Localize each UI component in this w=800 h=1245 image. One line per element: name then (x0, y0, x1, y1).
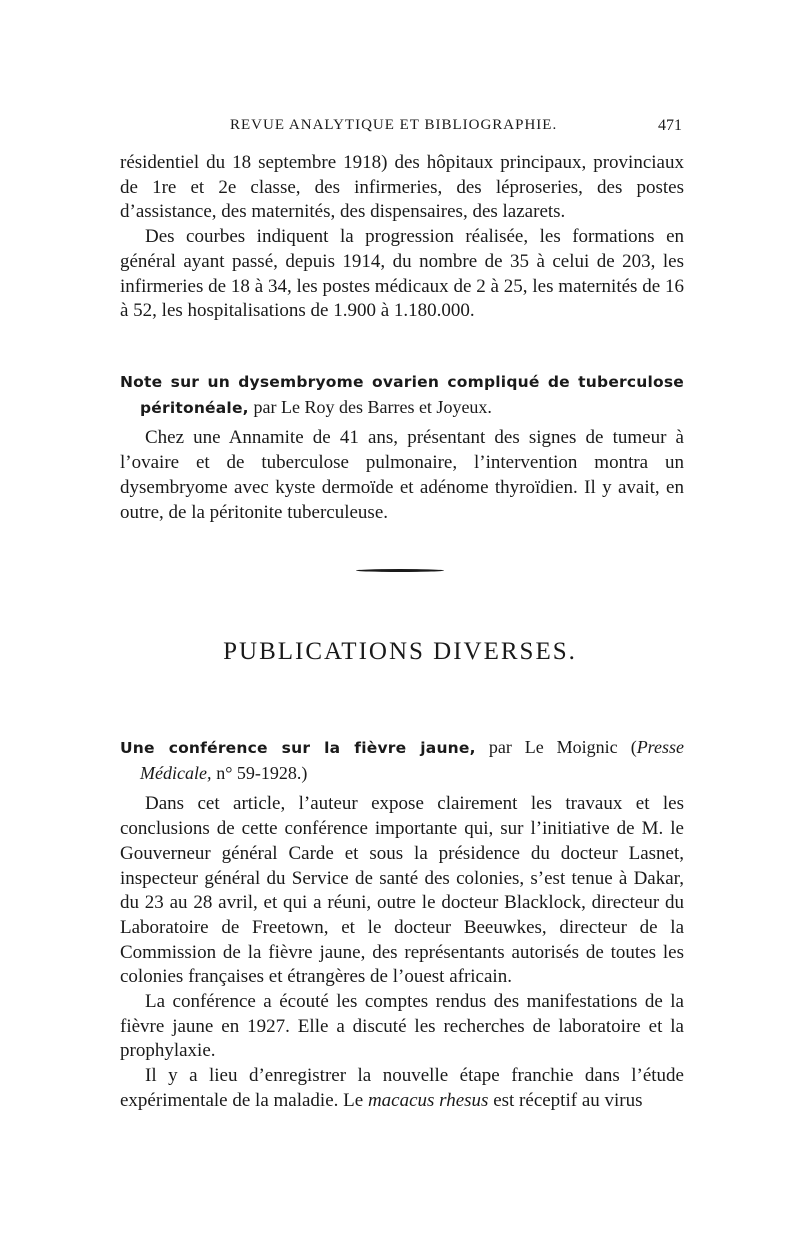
paragraph: La conférence a écouté les comptes rendus des manifestations de la fièvre jaune en 1927. Elle a discuté les recherches de laboratoire et la prophylaxie. (120, 991, 684, 1062)
article-author: par Le Moignic (488, 737, 618, 757)
paragraph-text: est réceptif au virus (493, 1089, 643, 1111)
page-number: 471 (658, 117, 682, 134)
article-source-open: ( (630, 737, 637, 757)
note-authors: par Le Roy des Barres et Joyeux. (253, 396, 492, 417)
separator-rule (356, 569, 444, 572)
page-header (120, 117, 682, 143)
paragraph-italic: macacus rhesus (367, 1089, 489, 1111)
paragraph: Chez une Annamite de 41 ans, présentant des signes de tumeur à l’ovaire et de tuberculose pulmonaire, l’intervention montra un dysembryome avec kyste dermoïde et adénome thyroïdien. Il y avait, en outre, de la péritonite tuberculeuse. (120, 427, 684, 523)
note-title: Note sur un dysembryome ovarien compliqué de tuberculose péritonéale, (120, 373, 684, 417)
article-title: Une conférence sur la fièvre jaune, (120, 739, 476, 757)
section-title: PUBLICATIONS DIVERSES. (223, 638, 577, 665)
paragraph: Des courbes indiquent la progression réalisée, les formations en général ayant passé, depuis 1914, du nombre de 35 à celui de 203, les infirmeries de 18 à 34, les postes médicaux de 2 à 25, les maternités de 16 à 52, les hospitalisations de 1.900 à 1.180.000. (120, 226, 684, 322)
publications-section (120, 735, 684, 1114)
paragraph: résidentiel du 18 septembre 1918) des hôpitaux principaux, provinciaux de 1re et 2e classe, des infirmeries, des léproseries, des postes d’assistance, des maternités, des dispensaires, des lazarets. (120, 152, 684, 223)
running-head: REVUE ANALYTIQUE ET BIBLIOGRAPHIE. (230, 117, 558, 133)
article-heading (120, 735, 684, 786)
paragraph (120, 1064, 684, 1113)
note-section (120, 370, 684, 525)
paragraph-text: Il y a lieu d’enregistrer la nouvelle étape franchie dans l’étude expérimentale de la maladie. Le (120, 1065, 684, 1111)
top-section (120, 151, 684, 324)
article-source: Presse Médicale, (140, 737, 685, 783)
article-source-number: n° 59-1928.) (216, 762, 308, 783)
note-heading (120, 370, 684, 420)
paragraph: Dans cet article, l’auteur expose clairement les travaux et les conclusions de cette conférence importante qui, sur l’initiative de M. le Gouverneur général Carde et sous la présidence du docteur Lasnet, inspecteur général du Service de santé des colonies, s’est tenue à Dakar, du 23 au 28 avril, et qui a réuni, outre le docteur Blacklock, directeur du Laboratoire de Freetown, et le docteur Beeuwkes, directeur de la Commission de la fièvre jaune, des représentants autorisés de toutes les colonies françaises et étrangères de l’ouest africain. (120, 793, 684, 988)
